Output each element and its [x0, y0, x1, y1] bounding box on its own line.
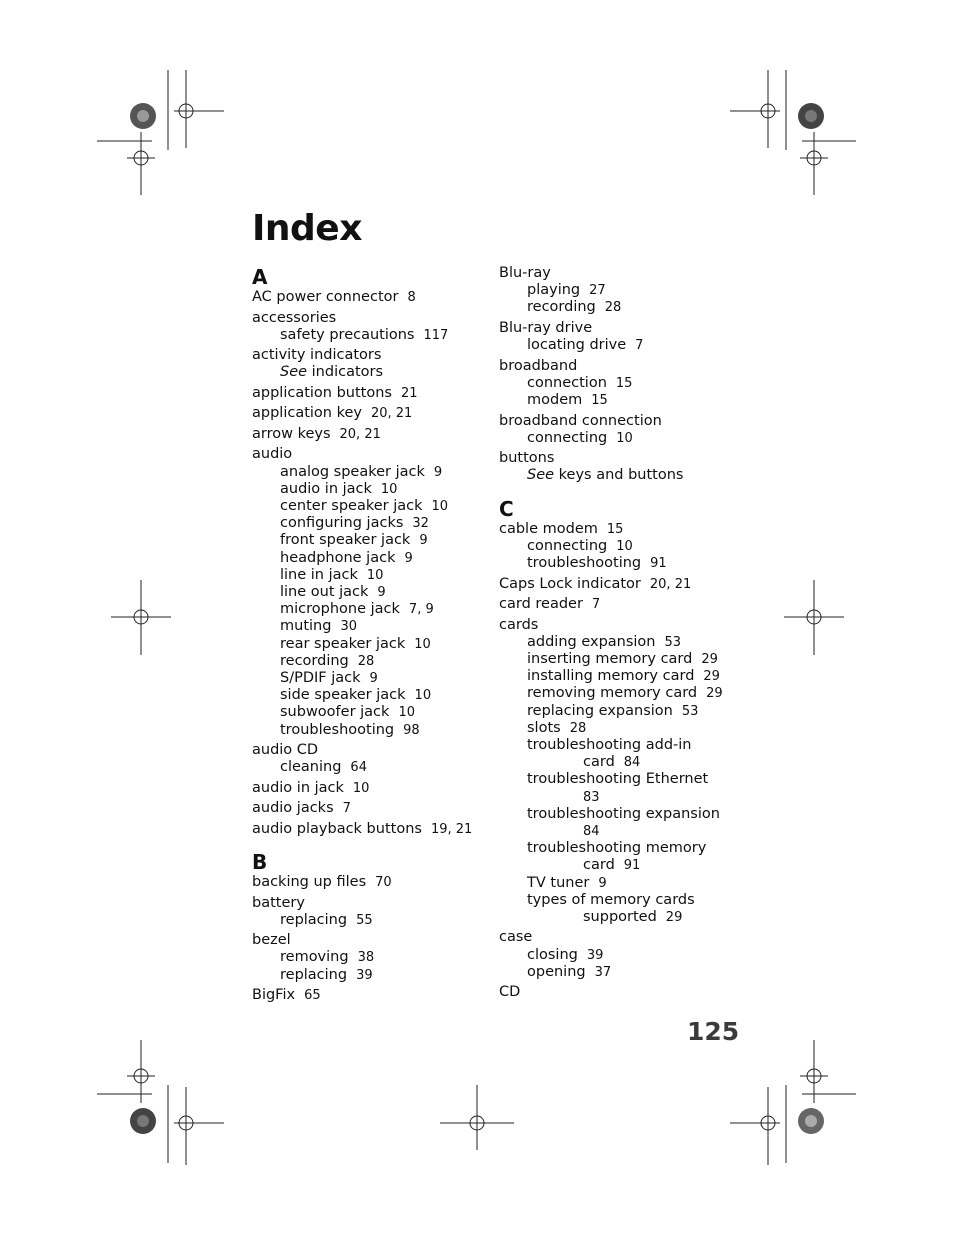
index-subentry — [499, 892, 739, 909]
index-subentry — [499, 467, 739, 484]
subentry-text: installing memory card — [527, 668, 695, 685]
index-subentry — [252, 584, 492, 601]
page-ref: 20, 21 — [339, 426, 381, 442]
subentry-text: S/PDIF jack — [280, 670, 361, 687]
index-term — [499, 596, 739, 613]
subentry-text: modem — [527, 392, 583, 409]
index-term — [252, 385, 492, 402]
page-ref: 38 — [357, 950, 375, 966]
page-ref: 29 — [665, 909, 683, 925]
subentry-text-cont: supported — [583, 908, 657, 925]
index-entry — [499, 576, 739, 593]
page-ref: 32 — [412, 516, 429, 532]
subentry-text: troubleshooting — [280, 721, 395, 738]
subentry-text: adding expansion — [527, 633, 656, 650]
subentry-text: recording — [280, 652, 349, 669]
subentry-text: types of memory cards — [527, 891, 695, 908]
page-ref: 91 — [623, 858, 641, 874]
index-term — [499, 984, 739, 1001]
index-term — [252, 800, 492, 817]
index-term — [252, 347, 492, 364]
subentry-text: line in jack — [280, 566, 358, 583]
page-ref: 98 — [403, 722, 420, 738]
page-ref: 10 — [398, 705, 415, 721]
index-entry — [252, 426, 492, 443]
index-entry — [252, 780, 492, 797]
letter-heading: C — [499, 496, 514, 521]
page-ref: 7 — [635, 338, 644, 354]
term-text: case — [499, 929, 533, 946]
subentry-text: replacing — [280, 966, 348, 983]
index-subentry — [252, 704, 492, 721]
term-text: accessories — [252, 309, 337, 326]
page-number: 125 — [687, 1017, 740, 1046]
term-text: application key — [252, 405, 362, 422]
index-subentry — [499, 337, 739, 354]
subentry-text: subwoofer jack — [280, 704, 390, 721]
subentry-text: configuring jacks — [280, 515, 404, 532]
index-entry — [252, 821, 492, 838]
subentry-continuation — [499, 909, 739, 926]
index-term — [499, 576, 739, 593]
index-subentry — [499, 685, 739, 702]
page-ref: 8 — [407, 290, 416, 305]
page-ref: 117 — [423, 327, 449, 343]
letter-heading: A — [252, 265, 268, 289]
page-ref: 10 — [616, 430, 633, 446]
term-text: cable modem — [499, 520, 598, 537]
subentry-text: headphone jack — [280, 549, 396, 566]
index-column-right — [499, 265, 739, 1002]
term-text: audio CD — [252, 742, 319, 759]
page-ref: 7, 9 — [408, 602, 434, 618]
subentry-text: replacing expansion — [527, 702, 673, 719]
index-subentry — [499, 964, 739, 981]
index-term — [252, 932, 492, 949]
page-title: Index — [252, 208, 362, 249]
subentry-continuation — [499, 857, 739, 874]
page-ref: 21 — [400, 385, 418, 401]
index-entry — [499, 358, 739, 410]
subentry-text-cont: card — [583, 754, 615, 771]
index-term — [499, 521, 739, 538]
index-column-left — [252, 265, 492, 1004]
index-entry — [499, 596, 739, 613]
index-term — [252, 895, 492, 912]
subentry-text: microphone jack — [280, 601, 400, 618]
page-ref: 7 — [342, 801, 351, 817]
index-term — [252, 405, 492, 422]
index-subentry — [499, 555, 739, 572]
index-subentry — [252, 550, 492, 567]
subentry-text: slots — [527, 719, 561, 736]
page-ref: 29 — [706, 686, 723, 702]
term-text: cards — [499, 616, 539, 633]
index-entry — [499, 521, 739, 573]
page-ref: 64 — [350, 760, 367, 776]
index-entry — [252, 895, 492, 929]
term-text: buttons — [499, 450, 555, 467]
index-entry — [252, 289, 492, 306]
index-subentry — [499, 947, 739, 964]
index-subentry — [499, 282, 739, 299]
page-ref: 28 — [357, 653, 375, 669]
index-term — [252, 742, 492, 759]
index-entry — [499, 450, 739, 484]
index-subentry — [252, 912, 492, 929]
index-term — [499, 265, 739, 282]
page-ref: 15 — [591, 393, 608, 409]
index-subentry — [499, 668, 739, 685]
index-entry — [252, 987, 492, 1004]
subentry-text: rear speaker jack — [280, 635, 406, 652]
page-ref: 10 — [380, 481, 398, 497]
subentry-text: playing — [527, 282, 581, 299]
index-term — [499, 617, 739, 634]
index-entry — [499, 617, 739, 927]
page-ref: 20, 21 — [649, 576, 692, 592]
index-subentry — [499, 720, 739, 737]
subentry-text: line out jack — [280, 584, 369, 601]
subentry-text: inserting memory card — [527, 650, 693, 667]
page-ref: 10 — [366, 567, 384, 583]
index-subentry — [252, 949, 492, 966]
term-text: audio playback buttons — [252, 820, 422, 837]
index-subentry — [252, 670, 492, 687]
see-ref: See — [280, 364, 308, 381]
index-subentry — [252, 481, 492, 498]
index-subentry — [499, 737, 739, 754]
subentry-text: center speaker jack — [280, 498, 423, 515]
term-text: audio — [252, 446, 293, 463]
page-ref: 53 — [664, 634, 682, 650]
index-term — [499, 413, 739, 430]
term-text: broadband connection — [499, 412, 662, 429]
index-subentry — [252, 567, 492, 584]
index-subentry — [252, 967, 492, 984]
index-entry — [499, 929, 739, 981]
index-subentry — [252, 515, 492, 532]
index-entry — [499, 413, 739, 447]
page-ref: 55 — [356, 912, 373, 928]
index-entry — [252, 932, 492, 984]
page-ref: 37 — [594, 964, 612, 980]
index-subentry — [499, 538, 739, 555]
subentry-text: recording — [527, 299, 596, 316]
index-entry — [499, 265, 739, 317]
page-ref: 9 — [598, 875, 607, 891]
subentry-text: removing — [280, 949, 349, 966]
subentry-text: troubleshooting Ethernet — [527, 771, 709, 788]
index-subentry — [499, 634, 739, 651]
index-entry — [252, 446, 492, 738]
term-text: broadband — [499, 357, 578, 374]
page-ref: 10 — [431, 499, 449, 515]
subentry-text: connection — [527, 374, 607, 391]
term-text: BigFix — [252, 987, 296, 1004]
subentry-text: analog speaker jack — [280, 463, 425, 480]
page-ref: 10 — [352, 780, 370, 796]
subentry-text: side speaker jack — [280, 687, 406, 704]
index-subentry — [499, 375, 739, 392]
index-entry — [252, 385, 492, 402]
index-term — [252, 446, 492, 463]
index-term — [252, 821, 492, 838]
subentry-text: troubleshooting memory — [527, 840, 707, 857]
index-subentry — [252, 364, 492, 381]
page-ref: 9 — [377, 585, 386, 601]
index-subentry — [499, 392, 739, 409]
page-ref: 29 — [701, 651, 718, 667]
index-term — [499, 929, 739, 946]
index-subentry — [252, 759, 492, 776]
subentry-text: safety precautions — [280, 326, 415, 343]
page-ref: 91 — [650, 556, 667, 572]
index-entry — [252, 347, 492, 381]
term-text: Caps Lock indicator — [499, 575, 641, 592]
page-ref: 10 — [616, 538, 633, 554]
term-text: activity indicators — [252, 347, 382, 364]
page-ref: 28 — [604, 300, 622, 316]
subentry-text: TV tuner — [527, 874, 590, 891]
term-text: audio jacks — [252, 800, 334, 817]
page-ref: 70 — [375, 875, 392, 891]
page-ref: 39 — [586, 947, 604, 963]
subentry-text: audio in jack — [280, 480, 372, 497]
index-subentry — [499, 840, 739, 857]
page-ref: 9 — [404, 550, 413, 566]
page-ref: 9 — [419, 533, 428, 549]
subentry-continuation — [499, 754, 739, 771]
index-subentry — [252, 618, 492, 635]
term-text: arrow keys — [252, 425, 331, 442]
index-subentry — [252, 653, 492, 670]
page-ref: 10 — [414, 688, 432, 704]
page-ref: 83 — [583, 789, 600, 805]
index-entry — [252, 742, 492, 776]
subentry-text: front speaker jack — [280, 532, 411, 549]
subentry-text: connecting — [527, 429, 608, 446]
term-text: card reader — [499, 596, 583, 613]
page-ref: 84 — [583, 823, 600, 839]
page-ref: 28 — [569, 720, 587, 736]
index-subentry — [499, 299, 739, 316]
letter-heading: B — [252, 850, 268, 875]
subentry-text: opening — [527, 963, 586, 980]
page-ref: 20, 21 — [370, 406, 413, 422]
index-subentry — [499, 703, 739, 720]
subentry-text: troubleshooting — [527, 555, 642, 572]
subentry-continuation — [499, 789, 739, 806]
index-term — [252, 987, 492, 1004]
term-text: bezel — [252, 932, 291, 949]
subentry-text: troubleshooting expansion — [527, 805, 720, 822]
index-term — [499, 358, 739, 375]
index-subentry — [499, 651, 739, 668]
term-text: Blu-ray drive — [499, 319, 593, 336]
index-term — [499, 320, 739, 337]
term-text: Blu-ray — [499, 265, 551, 281]
index-subentry — [252, 636, 492, 653]
index-term — [252, 289, 492, 306]
index-entry — [499, 320, 739, 354]
index-subentry — [499, 806, 739, 823]
subentry-text: replacing — [280, 911, 348, 928]
index-term — [499, 450, 739, 467]
term-text: battery — [252, 894, 305, 911]
index-entry — [252, 405, 492, 422]
index-subentry — [252, 532, 492, 549]
subentry-text: indicators — [311, 364, 384, 381]
index-subentry — [252, 327, 492, 344]
page-ref: 7 — [591, 597, 601, 613]
subentry-text: removing memory card — [527, 685, 698, 702]
index-entry — [252, 310, 492, 344]
page-ref: 15 — [606, 521, 624, 537]
term-text: application buttons — [252, 384, 392, 401]
subentry-text: closing — [527, 946, 578, 963]
page-ref: 30 — [340, 619, 357, 635]
index-term — [252, 780, 492, 797]
subentry-text: troubleshooting add-in — [527, 736, 692, 753]
index-term — [252, 310, 492, 327]
page-ref: 39 — [356, 967, 373, 983]
index-entry — [252, 800, 492, 817]
term-text: CD — [499, 984, 521, 1001]
index-term — [252, 426, 492, 443]
subentry-text: muting — [280, 618, 332, 635]
page-ref: 15 — [615, 375, 633, 391]
subentry-text: keys and buttons — [558, 467, 684, 484]
page-ref: 10 — [414, 636, 431, 652]
term-text: audio in jack — [252, 779, 344, 796]
subentry-continuation — [499, 823, 739, 840]
index-subentry — [252, 722, 492, 739]
index-entry — [499, 984, 739, 1001]
see-ref: See — [527, 467, 555, 484]
index-entry — [252, 874, 492, 891]
index-subentry — [499, 771, 739, 788]
index-subentry — [252, 464, 492, 481]
page-ref: 53 — [681, 703, 699, 719]
term-text: backing up files — [252, 874, 367, 891]
page-ref: 9 — [369, 671, 378, 687]
subentry-text: locating drive — [527, 337, 627, 354]
index-subentry — [252, 498, 492, 515]
page-ref: 27 — [589, 283, 606, 299]
page-ref: 19, 21 — [430, 821, 473, 837]
index-subentry — [499, 430, 739, 447]
index-term — [252, 874, 492, 891]
term-text: AC power connector — [252, 289, 399, 305]
subentry-text-cont: card — [583, 857, 615, 874]
index-subentry — [499, 875, 739, 892]
subentry-text: cleaning — [280, 759, 342, 776]
index-subentry — [252, 601, 492, 618]
page-ref: 9 — [433, 464, 443, 480]
page-ref: 65 — [304, 988, 321, 1004]
page-ref: 84 — [623, 755, 641, 771]
subentry-text: connecting — [527, 537, 608, 554]
page-ref: 29 — [703, 669, 720, 685]
index-subentry — [252, 687, 492, 704]
